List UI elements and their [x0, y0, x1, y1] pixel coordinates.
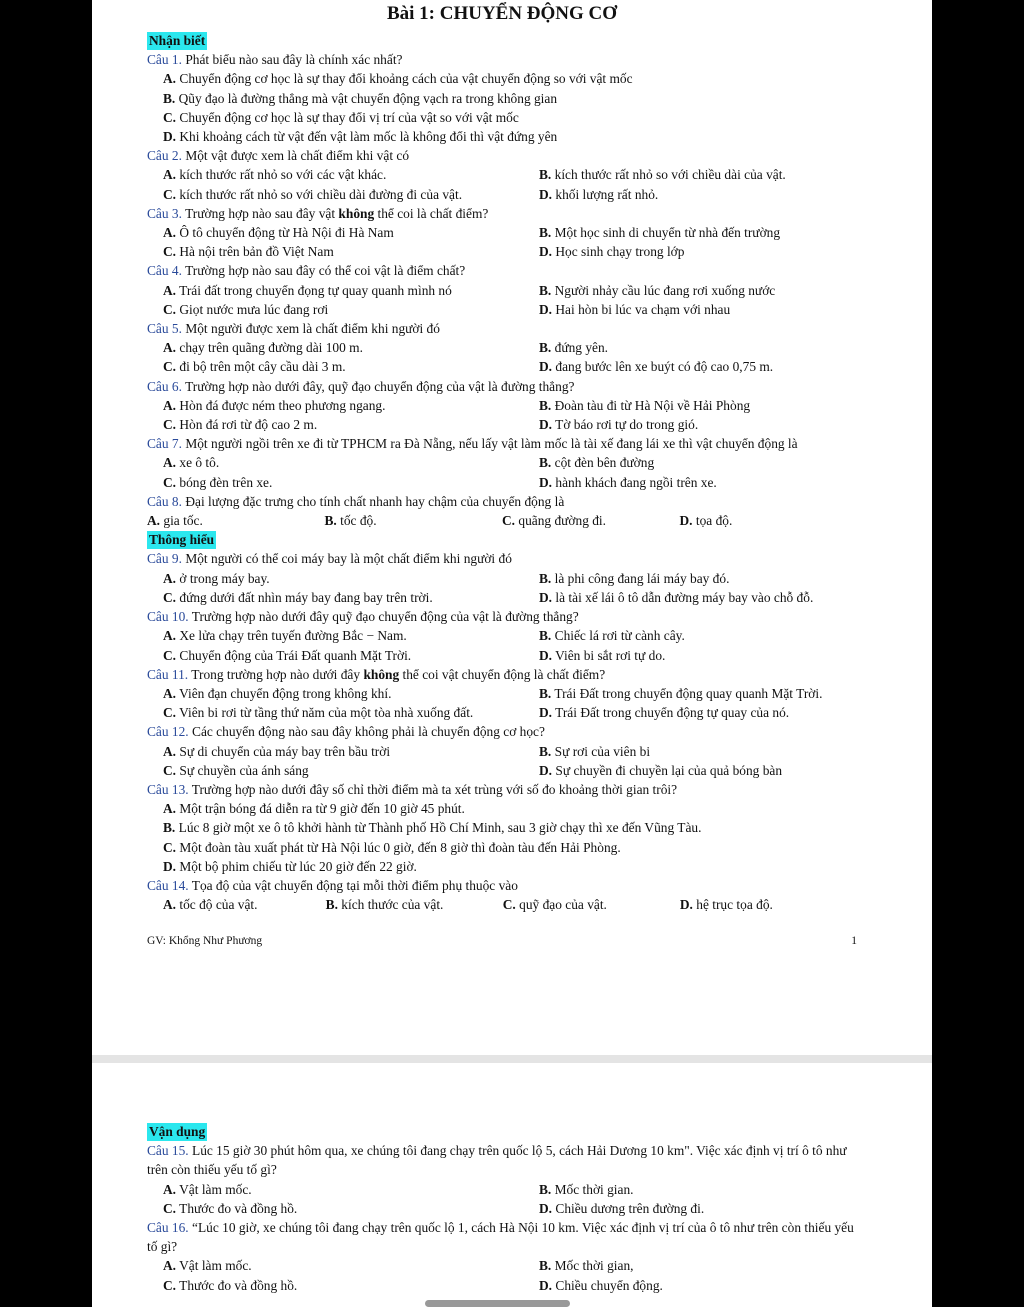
question-1: Câu 1. Phát biểu nào sau đây là chính xác nhất?	[147, 52, 403, 68]
options-row: C. Thước đo và đồng hồ. D. Chiều chuyển động.	[163, 1277, 663, 1293]
option: B. Qũy đạo là đường thẳng mà vật chuyển động vạch ra trong không gian	[163, 90, 558, 106]
options-row: A. gia tốc. B. tốc độ. C. quãng đường đi. D. tọa độ.	[147, 513, 733, 529]
options-row: A. ở trong máy bay. B. là phi công đang lái máy bay đó.	[163, 570, 730, 586]
section-heading-van-dung: Vận dụng	[149, 1124, 206, 1139]
options-row: A. Vật làm mốc. B. Mốc thời gian,	[163, 1258, 634, 1274]
option: D. Khi khoảng cách từ vật đến vật làm mốc là không đổi thì vật đứng yên	[163, 129, 558, 145]
options-row: C. Giọt nước mưa lúc đang rơi D. Hai hòn bi lúc va chạm với nhau	[163, 301, 731, 317]
options-row: A. Trái đất trong chuyển đọng tự quay quanh mình nó B. Người nhảy cầu lúc đang rơi xuống nước	[163, 282, 776, 298]
page-number: 1	[851, 935, 857, 948]
options-row: C. đứng dưới đất nhìn máy bay đang bay trên trời. D. là tài xế lái ô tô dẫn đường máy bay vào chỗ đỗ.	[163, 589, 814, 605]
option: C. Một đoàn tàu xuất phát từ Hà Nội lúc 0 giờ, đến 8 giờ thì đoàn tàu đến Hải Phòng.	[163, 839, 621, 855]
options-row: C. kích thước rất nhỏ so với chiều dài đường đi của vật. D. khối lượng rất nhỏ.	[163, 186, 659, 202]
question-12: Câu 12. Các chuyển động nào sau đây không phải là chuyển động cơ học?	[147, 724, 545, 740]
question-10: Câu 10. Trường hợp nào dưới đây quỹ đạo chuyển động của vật là đường thẳng?	[147, 609, 579, 625]
options-row: C. Sự chuyền của ánh sáng D. Sự chuyền đi chuyền lại của quả bóng bàn	[163, 762, 783, 778]
teacher-name: GV: Khổng Như Phương	[147, 935, 263, 948]
options-row: A. Sự di chuyển của máy bay trên bầu trời B. Sự rơi của viên bi	[163, 743, 651, 759]
option: A. Một trận bóng đá diễn ra từ 9 giờ đến 10 giờ 45 phút.	[163, 801, 465, 817]
option: B. Lúc 8 giờ một xe ô tô khởi hành từ Thành phố Hồ Chí Minh, sau 3 giờ chạy thì xe đến Vũng Tàu.	[163, 820, 702, 836]
options-row: A. Hòn đá được ném theo phương ngang. B. Đoàn tàu đi từ Hà Nội về Hải Phòng	[163, 397, 751, 413]
page-2-content	[147, 1122, 857, 1295]
question-3: Câu 3. Trường hợp nào sau đây vật không thể coi là chất điểm?	[147, 205, 489, 221]
options-row: A. kích thước rất nhỏ so với các vật khác. B. kích thước rất nhỏ so với chiều dài của vật.	[163, 167, 786, 183]
question-15: Câu 15. Lúc 15 giờ 30 phút hôm qua, xe chúng tôi đang chạy trên quốc lộ 5, cách Hải Dương 10 km". Việc xác định vị trí ô tô như trên còn thiếu yếu tố gì?	[147, 1143, 847, 1178]
section-heading-thong-hieu: Thông hiểu	[149, 532, 215, 548]
options-row: C. đi bộ trên một cây cầu dài 3 m. D. đang bước lên xe buýt có độ cao 0,75 m.	[163, 359, 774, 375]
document-title: Bài 1: CHUYỂN ĐỘNG CƠ	[386, 3, 618, 24]
question-8: Câu 8. Đại lượng đặc trưng cho tính chất nhanh hay chậm của chuyển động là	[147, 493, 565, 509]
question-16: Câu 16. “Lúc 10 giờ, xe chúng tôi đang chạy trên quốc lộ 1, cách Hà Nội 10 km. Việc xác định vị trí của ô tô như trên còn thiếu yếu tố gì?	[147, 1220, 854, 1255]
question-2: Câu 2. Một vật được xem là chất điểm khi vật có	[147, 148, 410, 164]
options-row: C. Hòn đá rơi từ độ cao 2 m. D. Tờ báo rơi tự do trong gió.	[163, 417, 699, 433]
options-row: A. Viên đạn chuyển động trong không khí. B. Trái Đất trong chuyển động quay quanh Mặt Trời.	[163, 685, 823, 701]
question-7: Câu 7. Một người ngồi trên xe đi từ TPHCM ra Đà Nẵng, nếu lấy vật làm mốc là tài xế đang lái xe thì vật chuyển động là	[147, 436, 798, 452]
document-page-1	[92, 0, 932, 1055]
options-row: C. bóng đèn trên xe. D. hành khách đang ngồi trên xe.	[163, 474, 717, 490]
question-13: Câu 13. Trường hợp nào dưới đây số chỉ thời điểm mà ta xét trùng với số đo khoảng thời gian trôi?	[147, 781, 678, 797]
page-1-content	[147, 0, 857, 952]
option: A. Chuyển động cơ học là sự thay đổi khoảng cách của vật chuyển động so với vật mốc	[163, 71, 633, 87]
options-row: C. Thước đo và đồng hồ. D. Chiều dương trên đường đi.	[163, 1200, 705, 1216]
question-14: Câu 14. Tọa độ của vật chuyển động tại mỗi thời điểm phụ thuộc vào	[147, 877, 518, 893]
question-4: Câu 4. Trường hợp nào sau đây có thể coi vật là điểm chất?	[147, 263, 466, 279]
options-row: A. tốc độ của vật. B. kích thước của vật. C. quỹ đạo của vật. D. hệ trục tọa độ.	[163, 897, 773, 913]
question-6: Câu 6. Trường hợp nào dưới đây, quỹ đạo chuyển động của vật là đường thẳng?	[147, 378, 575, 394]
document-page-2	[92, 1063, 932, 1307]
page-footer	[147, 932, 857, 951]
options-row: C. Chuyển động của Trái Đất quanh Mặt Trời. D. Viên bi sắt rơi tự do.	[163, 647, 666, 663]
options-row: A. xe ô tô. B. cột đèn bên đường	[163, 455, 655, 471]
options-row: A. chạy trên quãng đường dài 100 m. B. đứng yên.	[163, 340, 609, 356]
question-9: Câu 9. Một người có thể coi máy bay là một chất điểm khi người đó	[147, 551, 512, 567]
horizontal-scrollbar[interactable]	[425, 1300, 570, 1307]
question-11: Câu 11. Trong trường hợp nào dưới đây không thể coi vật chuyển động là chất điểm?	[147, 666, 606, 682]
question-5: Câu 5. Một người được xem là chất điểm khi người đó	[147, 321, 440, 337]
options-row: C. Viên bi rơi từ tầng thứ năm của một tòa nhà xuống đất. D. Trái Đất trong chuyển động tự quay của nó.	[163, 705, 790, 721]
options-row: A. Xe lửa chạy trên tuyến đường Bắc − Nam. B. Chiếc lá rơi từ cành cây.	[163, 628, 685, 644]
page-separator	[92, 1055, 932, 1063]
option: D. Một bộ phim chiếu từ lúc 20 giờ đến 22 giờ.	[163, 858, 417, 874]
option: C. Chuyển động cơ học là sự thay đổi vị trí của vật so với vật mốc	[163, 109, 519, 125]
options-row: A. Ô tô chuyển động từ Hà Nội đi Hà Nam B. Một học sinh di chuyển từ nhà đến trường	[163, 225, 781, 241]
options-row: C. Hà nội trên bản đồ Việt Nam D. Học sinh chạy trong lớp	[163, 244, 685, 260]
section-heading-nhan-biet: Nhận biết	[149, 33, 206, 48]
options-row: A. Vật làm mốc. B. Mốc thời gian.	[163, 1181, 634, 1197]
